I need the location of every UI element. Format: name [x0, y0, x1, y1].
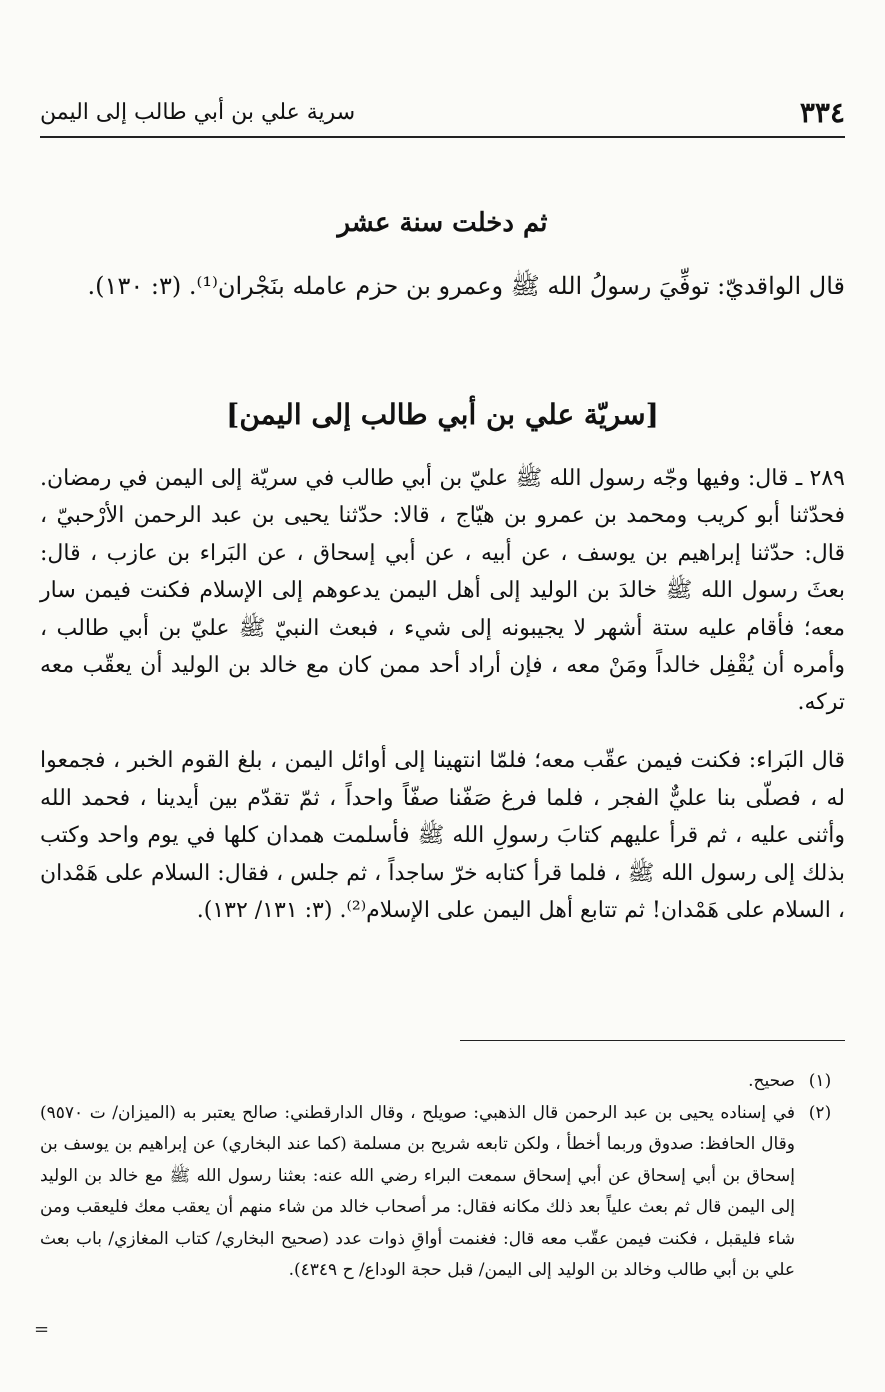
running-header [40, 96, 845, 138]
page-number: ٣٣٤ [799, 96, 845, 129]
year-heading: ثم دخلت سنة عشر [337, 208, 548, 238]
footnote [40, 1066, 845, 1098]
footnote-text: في إسناده يحيى بن عبد الرحمن قال الذهبي: صويلح ، وقال الدارقطني: صالح يعتبر به (الميزان/ ت ٩٥٧٠) وقال الحافظ: صدوق وربما أخطأ ، ولكن تابعه شريح بن مسلمة (كما عند البخاري) عن إبراهيم بن يوسف بن إسحاق بن أبي إسحاق عن أبي إسحاق سمعت البراء رضي الله عنه: بعثنا رسول الله ﷺ مع خالد بن الوليد إلى اليمن قال ثم بعث علياً بعد ذلك مكانه فقال: مر أصحاب خالد من شاء منهم أن يعقب معك فليعقب ومن شاء فليقبل ، فكنت فيمن عقّب معه قال: فغنمت أواقِ ذوات عدد (صحيح البخاري/ كتاب المغازي/ باب بعث علي بن أبي طالب وخالد بن الوليد إلى اليمن/ قبل حجة الوداع/ ح ٤٣٤٩). [40, 1102, 795, 1280]
running-header-title: سرية علي بن أبي طالب إلى اليمن [40, 100, 356, 125]
paragraph-second: قال البَراء: فكنت فيمن عقّب معه؛ فلمّا انتهينا إلى أوائل اليمن ، بلغ القوم الخبر ، فجمعوا له ، فصلّى بنا عليٌّ الفجر ، فلما فرغ صَفّنا صفّاً واحداً ، ثمّ تقدّم بين أيدينا ، فحمد الله وأثنى عليه ، ثم قرأ عليهم كتابَ رسولِ الله ﷺ فأسلمت همدان كلها في يوم واحد وكتب بذلك إلى رسول الله ﷺ ، فلما قرأ كتابه خرّ ساجداً ، ثم جلس ، فقال: السلام على هَمْدان ، السلام على هَمْدان! ثم تتابع أهل اليمن على الإسلام⁽²⁾. (٣: ١٣١/ ١٣٢). [40, 748, 845, 924]
footnote [40, 1098, 845, 1287]
section-title: [سريّة علي بن أبي طالب إلى اليمن] [226, 398, 659, 431]
footnote-number: (٢) [808, 1102, 832, 1123]
footnote-number: (١) [808, 1071, 832, 1091]
footnotes [40, 1066, 845, 1287]
continuation-mark: = [34, 1319, 50, 1340]
paragraph-main: ٢٨٩ ـ قال: وفيها وجّه رسول الله ﷺ عليّ بن أبي طالب في سريّة إلى اليمن في رمضان. فحدّثنا أبو كريب ومحمد بن عمرو بن هيّاج ، قالا: حدّثنا يحيى بن عبد الرحمن الأرْحبيّ ، قال: حدّثنا إبراهيم بن يوسف ، عن أبيه ، عن أبي إسحاق ، عن البَراء بن عازب ، قال: بعثَ رسول الله ﷺ خالدَ بن الوليد إلى أهل اليمن يدعوهم إلى الإسلام فكنت فيمن سار معه؛ فأقام عليه ستة أشهر لا يجيبونه إلى شيء ، فبعث النبيّ ﷺ عليّ بن أبي طالب ، وأمره أن يُقْفِل خالداً ومَنْ معه ، فإن أراد أحد ممن كان مع خالد بن الوليد أن يعقّب معه تركه. [40, 466, 845, 716]
paragraph-waqidi: قال الواقديّ: توفِّيَ رسولُ الله ﷺ وعمرو بن حزم عامله بنَجْران⁽¹⁾. (٣: ١٣٠). [87, 272, 845, 300]
footnote-text: صحيح. [748, 1071, 795, 1091]
footnote-separator [460, 1040, 845, 1041]
